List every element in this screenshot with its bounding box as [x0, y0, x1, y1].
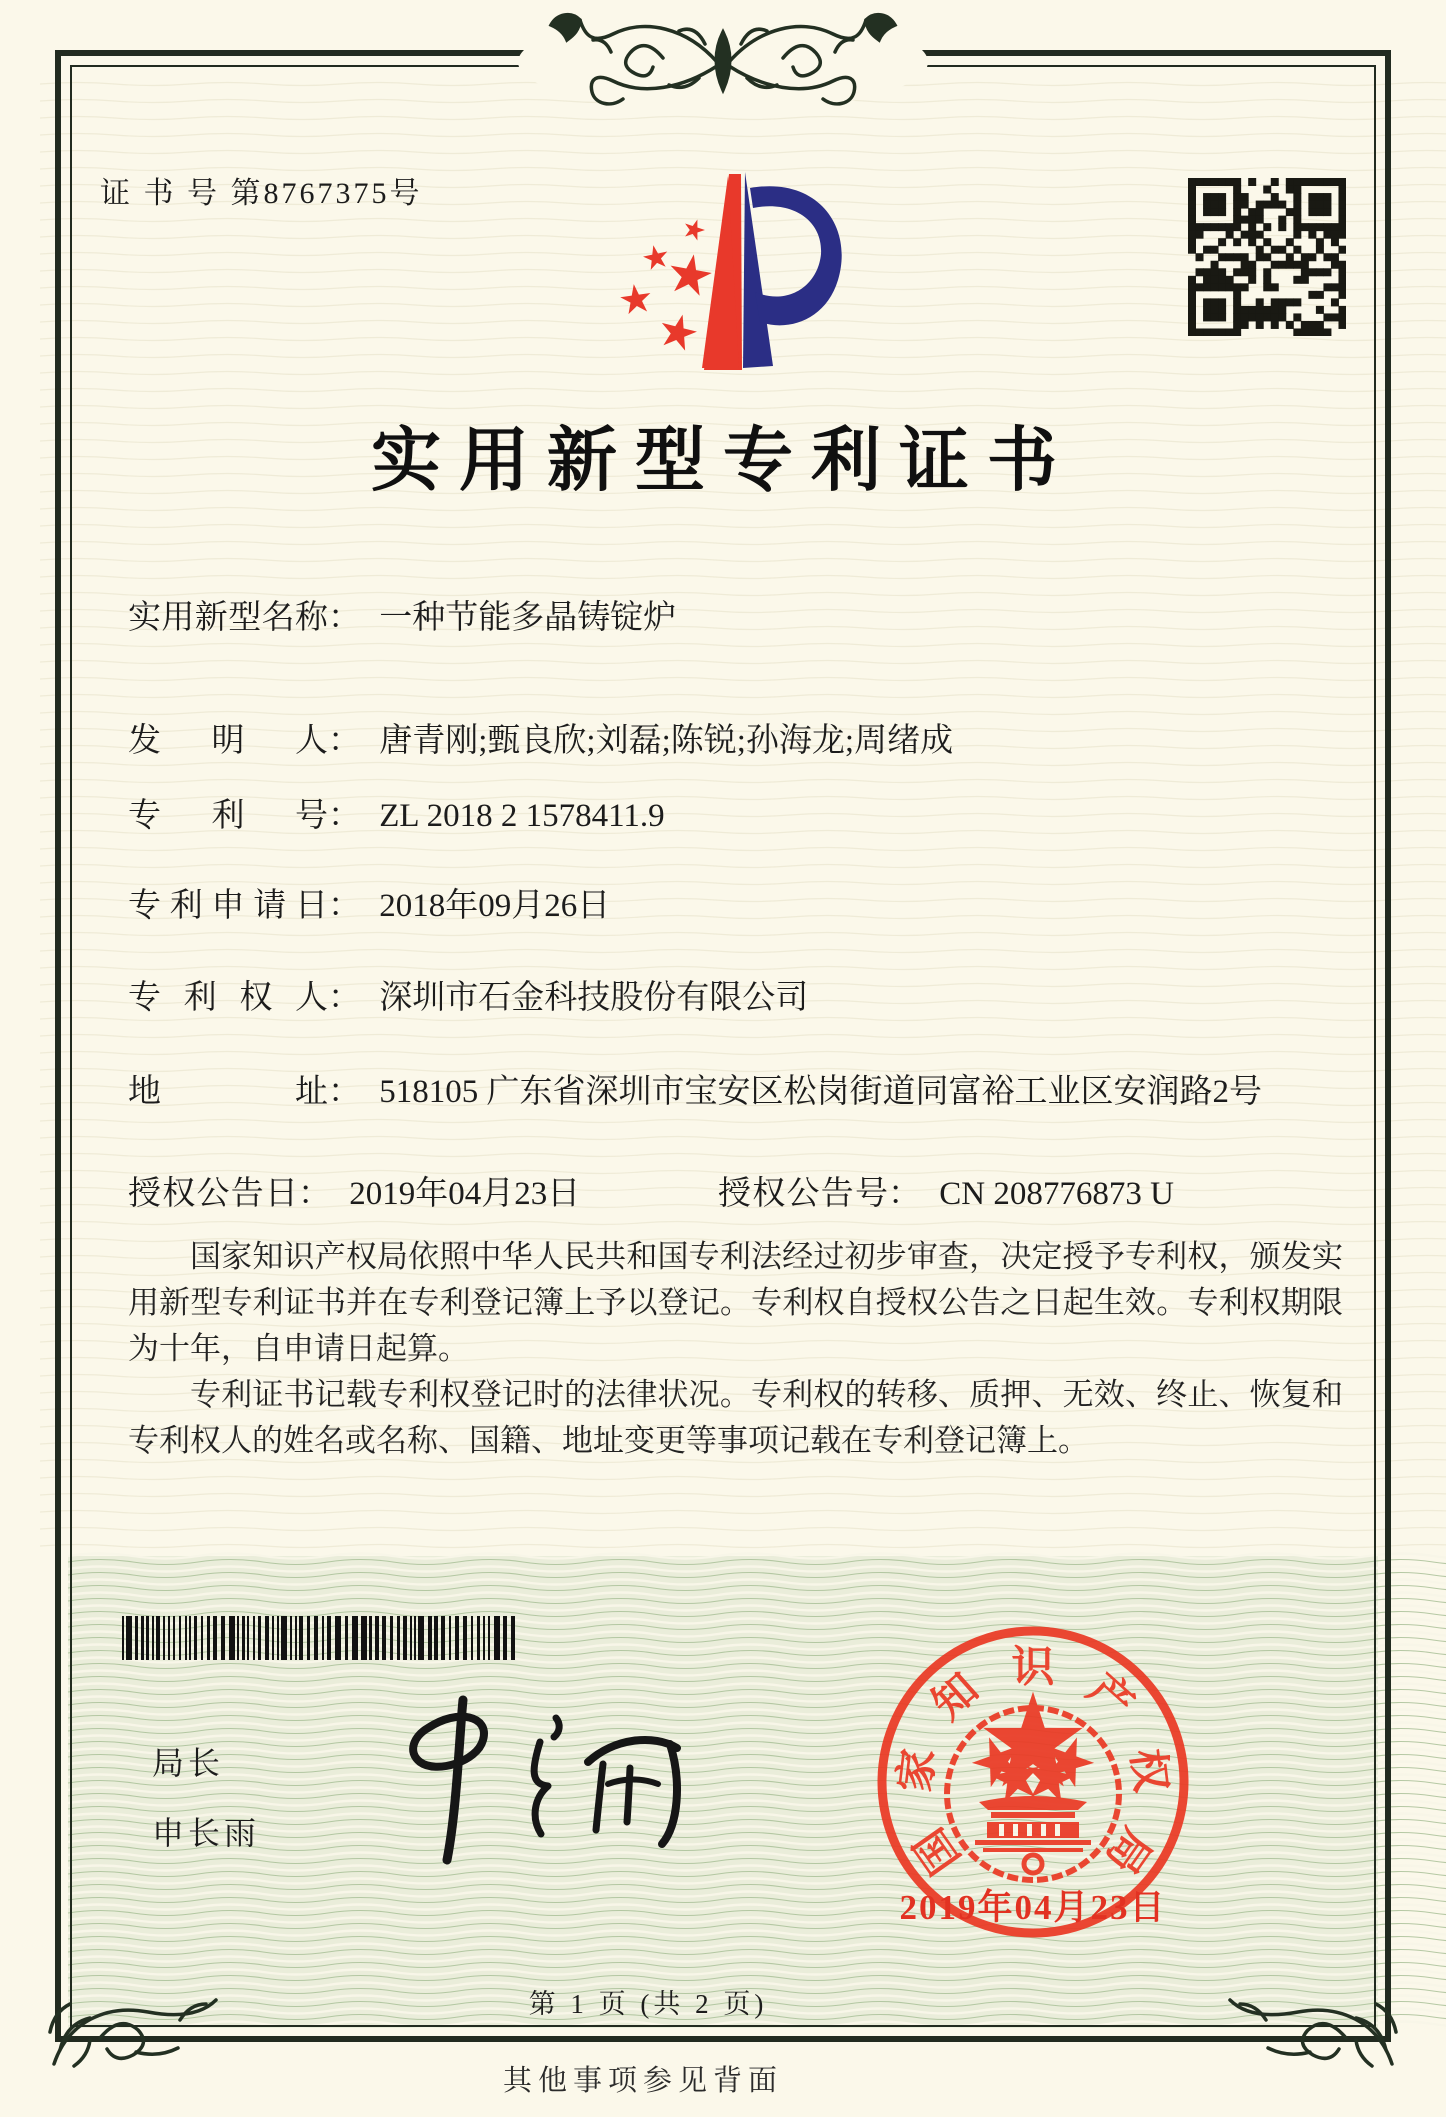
- certificate-title: 实用新型专利证书: [371, 423, 1075, 500]
- director-name: 申长雨: [152, 1815, 261, 1851]
- field-label: 地址: [128, 1074, 328, 1110]
- field-value: 518105 广东省深圳市宝安区松岗街道同富裕工业区安润路2号: [379, 1074, 1262, 1110]
- back-note: 其他事项参见背面: [502, 2065, 783, 2097]
- field-value: ZL 2018 2 1578411.9: [379, 798, 665, 834]
- field-colon: ：: [328, 980, 361, 1016]
- field-row-patentee: [128, 972, 1368, 1024]
- field-row-filing-date: [128, 880, 1368, 932]
- field-colon: ：: [328, 798, 361, 834]
- field-row-name: [128, 592, 1368, 644]
- field-colon: ：: [298, 1176, 331, 1212]
- top-dragon-ornament: [483, 6, 963, 114]
- svg-text:局: 局: [1096, 1819, 1160, 1882]
- field-colon: ：: [328, 600, 361, 636]
- grant-no-value: CN 208776873 U: [939, 1176, 1174, 1212]
- field-value: 2018年09月26日: [379, 888, 611, 924]
- svg-text:知: 知: [924, 1665, 988, 1730]
- field-label: 实用新型名称: [128, 600, 328, 636]
- svg-text:识: 识: [1011, 1644, 1055, 1692]
- field-colon: ：: [328, 1074, 361, 1110]
- certificate-number: 证 书 号 第8767375号: [100, 177, 423, 210]
- field-row-inventors: [128, 715, 1368, 767]
- field-colon: ：: [888, 1176, 921, 1212]
- grant-date-value: 2019年04月23日: [349, 1176, 581, 1212]
- grant-row: [128, 1168, 1368, 1220]
- field-row-patent-no: [128, 790, 1368, 842]
- page-number: 第 1 页 (共 2 页): [528, 1989, 768, 2019]
- grant-date-group: [128, 1168, 580, 1220]
- svg-text:产: 产: [1078, 1665, 1142, 1730]
- grant-date-label: 授权公告日: [128, 1176, 298, 1212]
- legal-paragraph-1: 国家知识产权局依照中华人民共和国专利法经过初步审查，决定授予专利权，颁发实用新型专利证书并在专利登记簿上予以登记。专利权自授权公告之日起生效。专利权期限为十年，自申请日起算。: [128, 1239, 1343, 1366]
- field-value: 深圳市石金科技股份有限公司: [379, 980, 809, 1016]
- svg-text:国: 国: [906, 1819, 970, 1882]
- seal-date: 2019年04月23日: [899, 1888, 1167, 1927]
- field-label: 专利权人: [128, 980, 328, 1016]
- field-row-address: [128, 1066, 1368, 1118]
- corner-ornament-right: [1216, 1972, 1406, 2072]
- barcode: [122, 1616, 522, 1660]
- field-colon: ：: [328, 723, 361, 759]
- field-value: 一种节能多晶铸锭炉: [379, 600, 677, 636]
- svg-text:权: 权: [1122, 1746, 1175, 1795]
- grant-no-label: 授权公告号: [718, 1176, 888, 1212]
- qr-code: [1188, 178, 1346, 336]
- legal-text: [128, 1234, 1343, 1464]
- grant-no-group: [718, 1168, 1174, 1220]
- svg-text:家: 家: [891, 1746, 944, 1795]
- field-label: 发明人: [128, 723, 328, 759]
- field-label: 专利号: [128, 798, 328, 834]
- legal-paragraph-2: 专利证书记载专利权登记时的法律状况。专利权的转移、质押、无效、终止、恢复和专利权人的姓名或名称、国籍、地址变更等事项记载在专利登记簿上。: [128, 1377, 1343, 1458]
- cnipa-logo: [592, 148, 872, 400]
- field-colon: ：: [328, 888, 361, 924]
- field-label: 专利申请日: [128, 888, 328, 924]
- director-signature: [370, 1688, 710, 1878]
- director-title: 局长: [152, 1745, 225, 1781]
- corner-ornament-left: [40, 1972, 230, 2072]
- field-value: 唐青刚;甄良欣;刘磊;陈锐;孙海龙;周绪成: [379, 723, 954, 759]
